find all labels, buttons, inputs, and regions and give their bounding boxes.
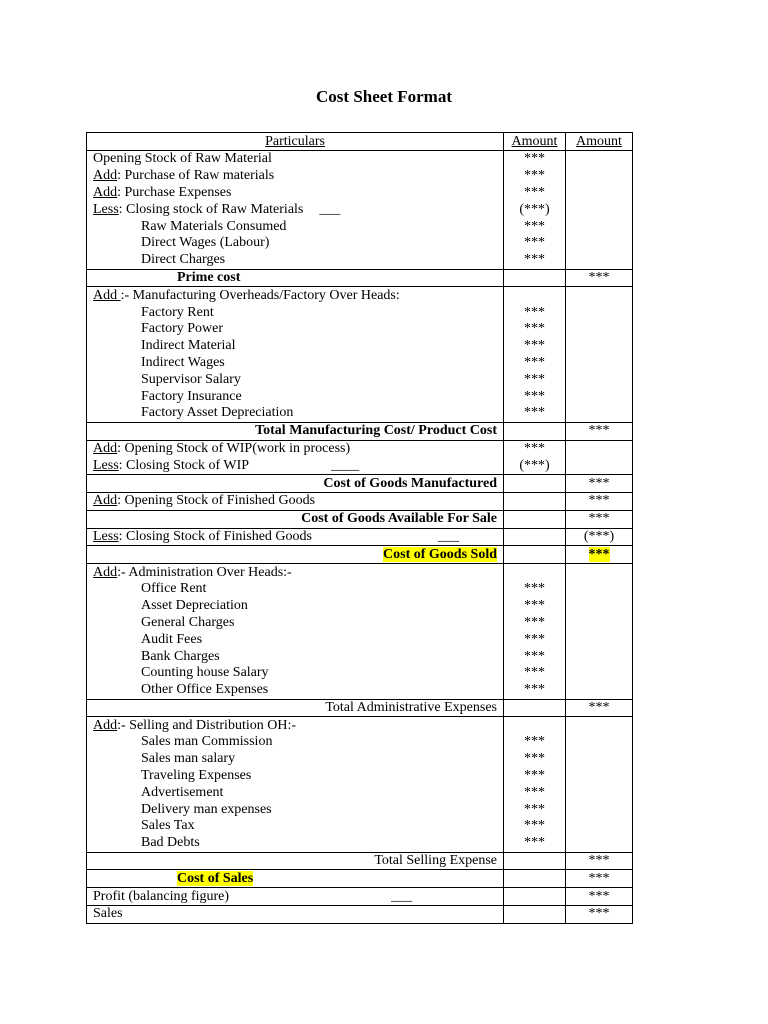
table-row — [87, 168, 633, 185]
particulars-cell — [87, 388, 504, 405]
amount-cell-2 — [566, 835, 633, 852]
entry-label: : Opening Stock of WIP(work in process) — [117, 440, 351, 456]
entry-label: : Closing Stock of WIP — [118, 457, 250, 473]
entry-label: Counting house Salary — [141, 665, 269, 681]
amount-cell-2 — [566, 784, 633, 801]
entry-label: Cost of Goods Available For Sale — [301, 511, 497, 527]
entry-label: Cost of Sales — [177, 870, 254, 886]
particulars-cell — [87, 338, 504, 355]
entry-prefix: Less — [93, 528, 119, 544]
amount-cell-2: *** — [566, 870, 633, 888]
table-row — [87, 598, 633, 615]
particulars-cell — [87, 422, 504, 440]
particulars-cell — [87, 615, 504, 632]
table-row — [87, 475, 633, 493]
amount-cell-1: *** — [504, 440, 566, 457]
amount-cell-2: *** — [566, 888, 633, 906]
entry-label: Prime cost — [177, 269, 241, 285]
table-row — [87, 151, 633, 168]
entry-label: Sales man Commission — [141, 734, 273, 750]
particulars-cell — [87, 269, 504, 287]
amount-cell-1 — [504, 475, 566, 493]
table-row — [87, 801, 633, 818]
table-row — [87, 888, 633, 906]
amount-cell-1: *** — [504, 818, 566, 835]
amount-cell-2 — [566, 564, 633, 581]
particulars-cell — [87, 581, 504, 598]
amount-cell-1: *** — [504, 784, 566, 801]
amount-cell-2: *** — [566, 852, 633, 870]
table-row — [87, 252, 633, 269]
particulars-cell — [87, 475, 504, 493]
amount-cell-1: *** — [504, 734, 566, 751]
entry-label: Opening Stock of Raw Material — [93, 151, 272, 167]
particulars-cell — [87, 734, 504, 751]
amount-cell-1 — [504, 906, 566, 924]
amount-cell-1: *** — [504, 235, 566, 252]
table-row — [87, 906, 633, 924]
entry-prefix: Less — [93, 201, 119, 217]
amount-cell-1: *** — [504, 835, 566, 852]
amount-cell-2 — [566, 734, 633, 751]
amount-cell-1 — [504, 422, 566, 440]
amount-cell-1: *** — [504, 218, 566, 235]
entry-label: :- Administration Over Heads:- — [117, 564, 292, 580]
particulars-cell — [87, 835, 504, 852]
amount-cell-1: *** — [504, 304, 566, 321]
table-row — [87, 631, 633, 648]
entry-label: : Closing Stock of Finished Goods — [118, 528, 312, 544]
entry-label: Raw Materials Consumed — [141, 218, 287, 234]
particulars-cell — [87, 252, 504, 269]
amount-cell-2: *** — [566, 699, 633, 717]
header-amount-2: Amount — [566, 133, 633, 151]
blank-line: ___ — [437, 528, 459, 544]
table-row — [87, 388, 633, 405]
table-row — [87, 321, 633, 338]
entry-prefix: Add — [93, 287, 121, 303]
amount-cell-2 — [566, 751, 633, 768]
entry-label: Supervisor Salary — [141, 371, 241, 387]
amount-cell-2 — [566, 440, 633, 457]
amount-cell-1: *** — [504, 598, 566, 615]
amount-cell-1 — [504, 546, 566, 564]
amount-cell-1 — [504, 269, 566, 287]
entry-label: Other Office Expenses — [141, 682, 269, 698]
amount-cell-1: *** — [504, 751, 566, 768]
table-row — [87, 682, 633, 699]
particulars-cell — [87, 665, 504, 682]
entry-label: : Closing stock of Raw Materials — [118, 201, 304, 217]
particulars-cell — [87, 168, 504, 185]
particulars-cell — [87, 510, 504, 528]
amount-cell-2 — [566, 388, 633, 405]
particulars-cell — [87, 888, 504, 906]
amount-cell-2 — [566, 631, 633, 648]
entry-label: Total Administrative Expenses — [325, 699, 497, 715]
table-row — [87, 528, 633, 546]
particulars-cell — [87, 768, 504, 785]
table-row — [87, 218, 633, 235]
table-row — [87, 870, 633, 888]
particulars-cell — [87, 818, 504, 835]
table-header-row — [87, 133, 633, 151]
entry-label: Total Manufacturing Cost/ Product Cost — [255, 423, 497, 439]
table-row — [87, 751, 633, 768]
entry-label: Factory Rent — [141, 304, 214, 320]
amount-cell-2 — [566, 648, 633, 665]
particulars-cell — [87, 355, 504, 372]
entry-label: Factory Power — [141, 321, 224, 337]
amount-cell-1 — [504, 717, 566, 734]
entry-prefix: Add — [93, 564, 118, 580]
table-row — [87, 405, 633, 422]
entry-prefix: Add — [93, 717, 118, 733]
amount-cell-2: *** — [566, 269, 633, 287]
particulars-cell — [87, 564, 504, 581]
amount-cell-1 — [504, 492, 566, 510]
entry-label: :- Selling and Distribution OH:- — [117, 717, 297, 733]
amount-cell-1: (***) — [504, 457, 566, 474]
particulars-cell — [87, 218, 504, 235]
amount-cell-1: *** — [504, 665, 566, 682]
amount-cell-1: *** — [504, 648, 566, 665]
amount-cell-2 — [566, 615, 633, 632]
entry-label: Factory Insurance — [141, 388, 242, 404]
amount-cell-1: *** — [504, 321, 566, 338]
entry-label: Indirect Material — [141, 338, 236, 354]
amount-cell-1: *** — [504, 355, 566, 372]
entry-label: : Purchase Expenses — [117, 184, 232, 200]
entry-label: Bad Debts — [141, 835, 200, 851]
particulars-cell — [87, 906, 504, 924]
entry-label: Total Selling Expense — [374, 853, 497, 869]
entry-label: Sales Tax — [141, 818, 195, 834]
table-row — [87, 304, 633, 321]
header-particulars: Particulars — [87, 133, 504, 151]
entry-label: : Purchase of Raw materials — [117, 168, 275, 184]
blank-line: ___ — [319, 201, 341, 217]
entry-label: Factory Asset Depreciation — [141, 405, 294, 421]
amount-cell-2 — [566, 581, 633, 598]
particulars-cell — [87, 185, 504, 202]
entry-label: Advertisement — [141, 784, 224, 800]
entry-label: Sales — [93, 906, 123, 922]
table-row — [87, 648, 633, 665]
table-row — [87, 235, 633, 252]
amount-cell-1 — [504, 699, 566, 717]
particulars-cell — [87, 751, 504, 768]
header-amount-1: Amount — [504, 133, 566, 151]
entry-label: Delivery man expenses — [141, 801, 272, 817]
particulars-cell — [87, 870, 504, 888]
amount-cell-1: (***) — [504, 201, 566, 218]
amount-cell-1: *** — [504, 615, 566, 632]
amount-cell-2 — [566, 201, 633, 218]
particulars-cell — [87, 598, 504, 615]
table-row — [87, 422, 633, 440]
blank-line: ____ — [331, 457, 360, 473]
amount-cell-2 — [566, 682, 633, 699]
particulars-cell — [87, 801, 504, 818]
table-row — [87, 185, 633, 202]
entry-label: Sales man salary — [141, 751, 236, 767]
amount-cell-2: *** — [566, 906, 633, 924]
entry-label: Profit (balancing figure) — [93, 888, 230, 904]
particulars-cell — [87, 321, 504, 338]
amount-cell-1: *** — [504, 405, 566, 422]
amount-cell-1 — [504, 888, 566, 906]
table-row — [87, 457, 633, 474]
amount-cell-2: *** — [566, 475, 633, 493]
particulars-cell — [87, 405, 504, 422]
entry-label: Audit Fees — [141, 631, 203, 647]
table-row — [87, 615, 633, 632]
particulars-cell — [87, 151, 504, 168]
amount-cell-2 — [566, 546, 633, 564]
entry-label: : Opening Stock of Finished Goods — [117, 493, 316, 509]
table-row — [87, 492, 633, 510]
amount-cell-2 — [566, 717, 633, 734]
amount-cell-2 — [566, 598, 633, 615]
particulars-cell — [87, 371, 504, 388]
amount-cell-2 — [566, 235, 633, 252]
particulars-cell — [87, 492, 504, 510]
table-row — [87, 717, 633, 734]
table-row — [87, 835, 633, 852]
table-row — [87, 734, 633, 751]
amount-cell-2 — [566, 321, 633, 338]
entry-label: Bank Charges — [141, 648, 220, 664]
highlighted-amount: *** — [588, 546, 610, 562]
entry-label: General Charges — [141, 614, 235, 630]
entry-label: Asset Depreciation — [141, 598, 248, 614]
amount-cell-2 — [566, 287, 633, 304]
table-row — [87, 665, 633, 682]
particulars-cell — [87, 304, 504, 321]
amount-cell-2 — [566, 405, 633, 422]
entry-prefix: Add — [93, 440, 118, 456]
amount-cell-1: *** — [504, 185, 566, 202]
entry-prefix: Add — [93, 493, 118, 509]
amount-cell-1: *** — [504, 682, 566, 699]
amount-cell-2: *** — [566, 492, 633, 510]
amount-cell-2 — [566, 457, 633, 474]
amount-cell-2 — [566, 168, 633, 185]
particulars-cell — [87, 440, 504, 457]
entry-label: Office Rent — [141, 581, 207, 597]
entry-label: Cost of Goods Manufactured — [323, 475, 497, 491]
amount-cell-1: *** — [504, 151, 566, 168]
table-row — [87, 581, 633, 598]
table-row — [87, 355, 633, 372]
amount-cell-1 — [504, 510, 566, 528]
particulars-cell — [87, 287, 504, 304]
table-row — [87, 510, 633, 528]
amount-cell-2 — [566, 665, 633, 682]
table-row — [87, 201, 633, 218]
table-row — [87, 852, 633, 870]
entry-label: Indirect Wages — [141, 354, 225, 370]
particulars-cell — [87, 528, 504, 546]
amount-cell-1 — [504, 870, 566, 888]
entry-label: Direct Charges — [141, 252, 226, 268]
amount-cell-1: *** — [504, 581, 566, 598]
entry-prefix: Add — [93, 168, 118, 184]
table-row — [87, 699, 633, 717]
amount-cell-1: *** — [504, 801, 566, 818]
particulars-cell — [87, 631, 504, 648]
entry-label: Traveling Expenses — [141, 768, 252, 784]
amount-cell-2: *** — [566, 422, 633, 440]
amount-cell-2 — [566, 801, 633, 818]
amount-cell-1 — [504, 528, 566, 546]
table-row — [87, 287, 633, 304]
particulars-cell — [87, 699, 504, 717]
table-row — [87, 768, 633, 785]
cost-sheet-table — [86, 132, 633, 924]
amount-cell-2 — [566, 218, 633, 235]
blank-line: ___ — [391, 888, 413, 904]
table-row — [87, 338, 633, 355]
particulars-cell — [87, 201, 504, 218]
amount-cell-2 — [566, 151, 633, 168]
amount-cell-1: *** — [504, 252, 566, 269]
particulars-cell — [87, 784, 504, 801]
table-row — [87, 818, 633, 835]
amount-cell-2 — [566, 371, 633, 388]
table-row — [87, 564, 633, 581]
amount-cell-2 — [566, 818, 633, 835]
amount-cell-1: *** — [504, 388, 566, 405]
amount-cell-2 — [566, 185, 633, 202]
amount-cell-2: *** — [566, 510, 633, 528]
particulars-cell — [87, 457, 504, 474]
amount-cell-1: *** — [504, 338, 566, 355]
particulars-cell — [87, 852, 504, 870]
amount-cell-2 — [566, 304, 633, 321]
amount-cell-1: *** — [504, 168, 566, 185]
particulars-cell — [87, 682, 504, 699]
amount-cell-1: *** — [504, 768, 566, 785]
table-row — [87, 440, 633, 457]
particulars-cell — [87, 235, 504, 252]
amount-cell-2 — [566, 252, 633, 269]
entry-prefix: Add — [93, 184, 118, 200]
entry-label: Cost of Goods Sold — [383, 546, 497, 562]
amount-cell-1 — [504, 287, 566, 304]
amount-cell-2 — [566, 355, 633, 372]
particulars-cell — [87, 717, 504, 734]
particulars-cell — [87, 648, 504, 665]
entry-prefix: Less — [93, 457, 119, 473]
entry-label: Direct Wages (Labour) — [141, 235, 270, 251]
table-row — [87, 784, 633, 801]
amount-cell-2 — [566, 768, 633, 785]
entry-label: :- Manufacturing Overheads/Factory Over Heads: — [120, 287, 400, 303]
table-row — [87, 269, 633, 287]
amount-cell-1: *** — [504, 631, 566, 648]
amount-cell-1 — [504, 852, 566, 870]
page-title: Cost Sheet Format — [316, 87, 452, 106]
table-row — [87, 546, 633, 564]
amount-cell-2: (***) — [566, 528, 633, 546]
table-row — [87, 371, 633, 388]
amount-cell-1: *** — [504, 371, 566, 388]
particulars-cell — [87, 546, 504, 564]
amount-cell-2 — [566, 338, 633, 355]
amount-cell-1 — [504, 564, 566, 581]
